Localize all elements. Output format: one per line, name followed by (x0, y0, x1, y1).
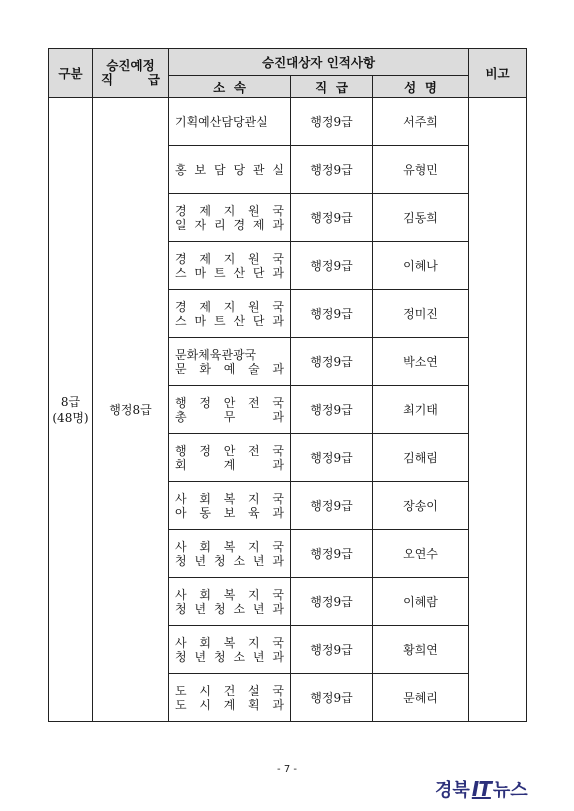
rank-cell: 행정9급 (291, 242, 373, 290)
header-target-grade (93, 49, 169, 98)
dept-cell (169, 578, 291, 626)
dept-line: 사 회 복 지 국 (175, 539, 284, 554)
dept-line: 문 화 예 술 과 (175, 361, 284, 376)
name-cell: 김동희 (373, 194, 469, 242)
rank-cell: 행정9급 (291, 338, 373, 386)
dept-line: 행 정 안 전 국 (175, 443, 284, 458)
header-category: 구분 (49, 49, 93, 98)
promotion-roster-table (48, 48, 527, 722)
name-cell: 오연수 (373, 530, 469, 578)
dept-cell (169, 290, 291, 338)
rank-cell: 행정9급 (291, 146, 373, 194)
dept-line: 행 정 안 전 국 (175, 395, 284, 410)
dept-line: 도 시 건 설 국 (175, 683, 284, 698)
name-cell: 장송이 (373, 482, 469, 530)
dept-line: 청 년 청 소 년 과 (175, 601, 284, 616)
dept-line: 회 계 과 (175, 457, 284, 472)
rank-cell: 행정9급 (291, 290, 373, 338)
dept-cell (169, 434, 291, 482)
dept-line: 청 년 청 소 년 과 (175, 649, 284, 664)
rank-cell: 행정9급 (291, 386, 373, 434)
dept-cell (169, 530, 291, 578)
rank-cell: 행정9급 (291, 578, 373, 626)
note-cell (469, 98, 527, 722)
name-cell: 김해림 (373, 434, 469, 482)
dept-line: 경 제 지 원 국 (175, 203, 284, 218)
name-cell: 이혜나 (373, 242, 469, 290)
header-target-grade-line2: 직 급 (101, 72, 160, 87)
target-grade-cell: 행정8급 (93, 98, 169, 722)
header-name: 성 명 (373, 76, 469, 98)
rank-cell: 행정9급 (291, 194, 373, 242)
group-label-line: 8급 (60, 394, 81, 409)
header-rank: 직 급 (291, 76, 373, 98)
dept-line: 사 회 복 지 국 (175, 587, 284, 602)
name-cell: 서주희 (373, 98, 469, 146)
name-cell: 박소연 (373, 338, 469, 386)
rank-cell: 행정9급 (291, 530, 373, 578)
dept-cell (169, 338, 291, 386)
rank-cell: 행정9급 (291, 98, 373, 146)
header-note: 비고 (469, 49, 527, 98)
name-cell: 황희연 (373, 626, 469, 674)
dept-line: 사 회 복 지 국 (175, 491, 284, 506)
dept-cell (169, 98, 291, 146)
name-cell: 유형민 (373, 146, 469, 194)
dept-line: 도 시 계 획 과 (175, 697, 284, 712)
name-cell: 이혜람 (373, 578, 469, 626)
header-candidates-group: 승진대상자 인적사항 (169, 49, 469, 76)
rank-cell: 행정9급 (291, 626, 373, 674)
dept-line: 기획예산담당관실 (175, 114, 268, 129)
dept-cell (169, 482, 291, 530)
dept-cell (169, 242, 291, 290)
name-cell: 최기태 (373, 386, 469, 434)
dept-line: 홍 보 담 당 관 실 (175, 162, 284, 177)
table-row (49, 98, 527, 146)
header-dept: 소 속 (169, 76, 291, 98)
header-target-grade-line1: 승진예정 (106, 58, 155, 73)
dept-cell (169, 386, 291, 434)
dept-line: 사 회 복 지 국 (175, 635, 284, 650)
logo-text-gyeongbuk: 경북 (435, 780, 470, 801)
dept-line: 총 무 과 (175, 409, 284, 424)
dept-cell (169, 626, 291, 674)
dept-line: 아 동 보 육 과 (175, 505, 284, 520)
dept-line: 청 년 청 소 년 과 (175, 553, 284, 568)
dept-line: 경 제 지 원 국 (175, 251, 284, 266)
news-logo (435, 776, 565, 802)
dept-cell (169, 194, 291, 242)
group-label-line: (48명) (52, 410, 89, 425)
page-number: - 7 - (277, 764, 297, 775)
group-label-cell (49, 98, 93, 722)
dept-line: 경 제 지 원 국 (175, 299, 284, 314)
dept-line: 스 마 트 산 단 과 (175, 313, 284, 328)
logo-text-news: 뉴스 (492, 780, 528, 801)
name-cell: 문혜리 (373, 674, 469, 722)
dept-line: 문화체육관광국 (175, 347, 257, 362)
rank-cell: 행정9급 (291, 674, 373, 722)
dept-cell (169, 146, 291, 194)
logo-text-it: IT (471, 777, 491, 801)
rank-cell: 행정9급 (291, 482, 373, 530)
name-cell: 정미진 (373, 290, 469, 338)
dept-cell (169, 674, 291, 722)
dept-line: 일 자 리 경 제 과 (175, 217, 284, 232)
dept-line: 스 마 트 산 단 과 (175, 265, 284, 280)
rank-cell: 행정9급 (291, 434, 373, 482)
